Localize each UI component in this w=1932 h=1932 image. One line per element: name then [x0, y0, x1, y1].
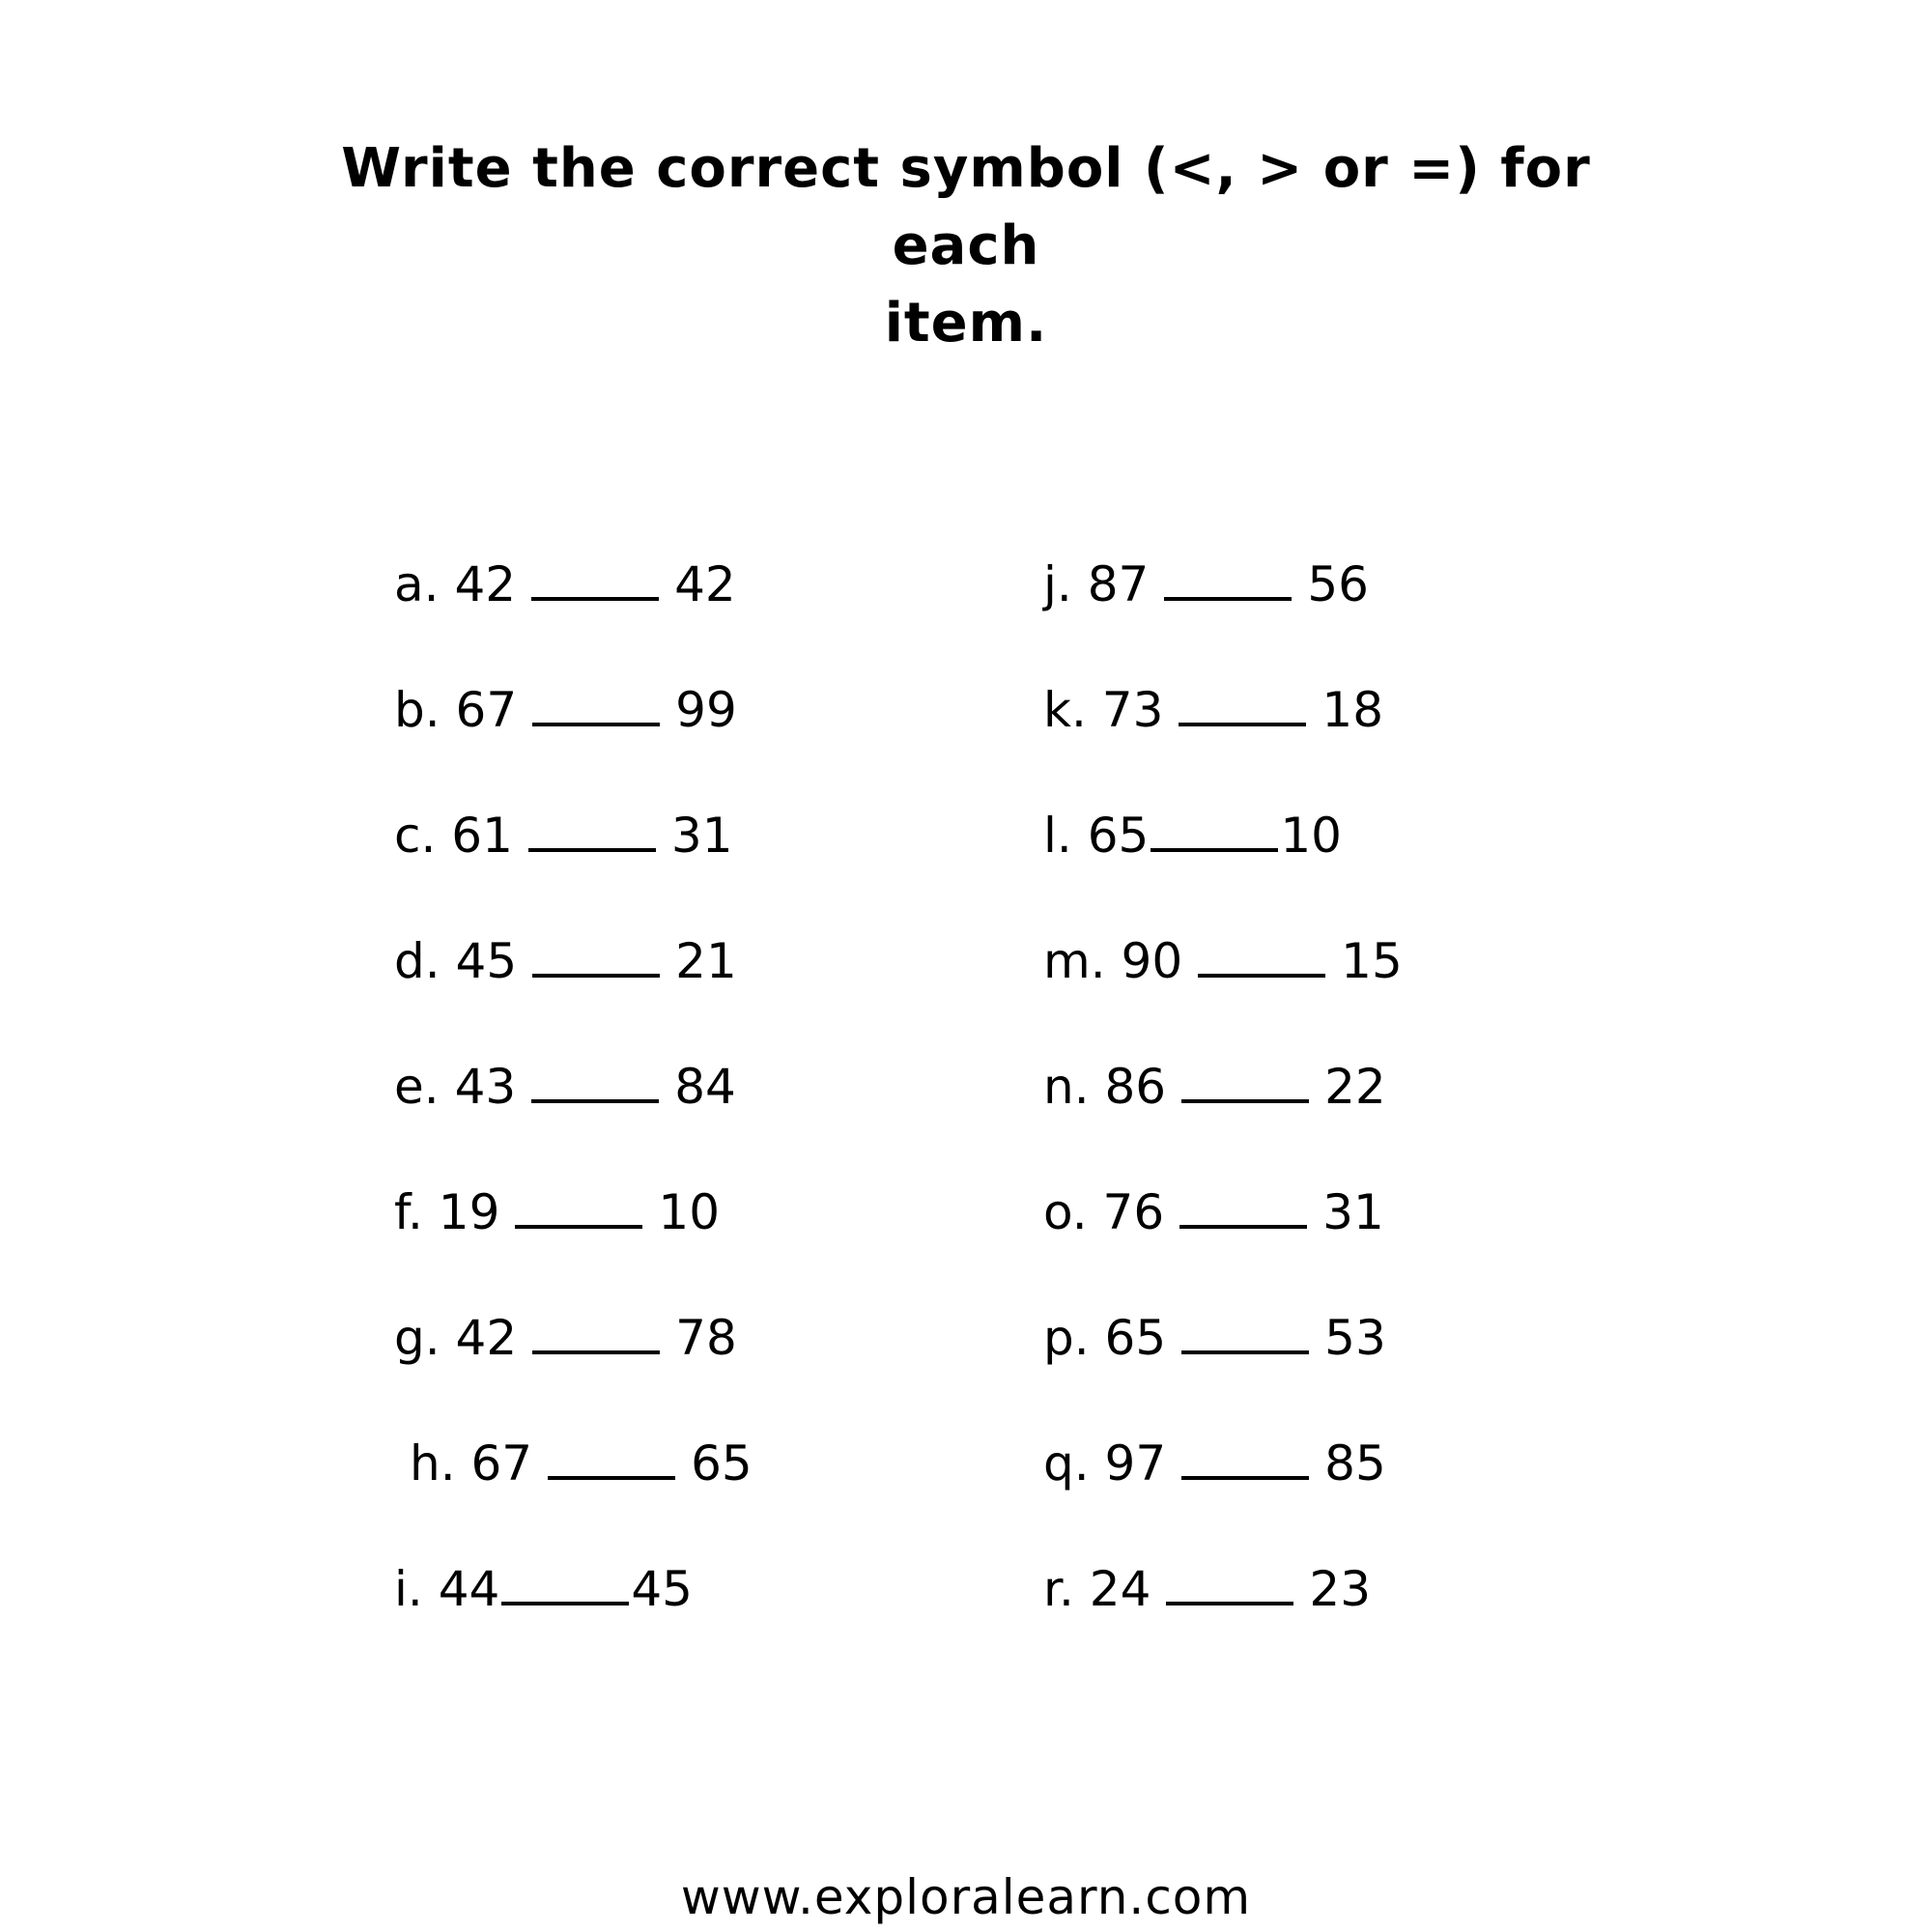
answer-blank[interactable]: [501, 1546, 629, 1605]
left-number: 76: [1102, 1184, 1165, 1240]
comparison-item: [1043, 541, 1403, 667]
right-number: 31: [1322, 1184, 1384, 1240]
item-label: e.: [394, 1059, 440, 1115]
right-number: 42: [674, 556, 736, 612]
answer-blank[interactable]: [515, 1169, 642, 1229]
comparison-item: [1043, 667, 1403, 792]
item-label: g.: [394, 1310, 440, 1366]
title-line-2: item.: [884, 292, 1048, 355]
item-label: k.: [1043, 682, 1087, 738]
answer-blank[interactable]: [1179, 1169, 1307, 1229]
answer-blank[interactable]: [1181, 1420, 1309, 1480]
item-label: n.: [1043, 1059, 1090, 1115]
answer-blank[interactable]: [1164, 541, 1292, 601]
item-label: b.: [394, 682, 440, 738]
item-label: l.: [1043, 808, 1072, 864]
right-number: 22: [1324, 1059, 1386, 1115]
comparison-item: [1043, 1294, 1403, 1420]
answer-blank[interactable]: [532, 667, 660, 726]
comparison-item: [394, 1169, 753, 1294]
comparison-item: [1043, 1546, 1403, 1671]
comparison-item: [1043, 918, 1403, 1043]
item-label: d.: [394, 933, 440, 989]
answer-blank[interactable]: [1179, 667, 1306, 726]
left-number: 43: [454, 1059, 517, 1115]
right-number: 53: [1324, 1310, 1386, 1366]
comparison-item: [1043, 1169, 1403, 1294]
title-line-1: Write the correct symbol (<, > or =) for each: [341, 137, 1591, 277]
answer-blank[interactable]: [1181, 1294, 1309, 1354]
right-number: 99: [675, 682, 737, 738]
website-footer: www.exploralearn.com: [680, 1869, 1252, 1925]
answer-blank[interactable]: [1151, 792, 1278, 852]
answer-blank[interactable]: [531, 1043, 659, 1103]
right-column: [1043, 541, 1403, 1671]
answer-blank[interactable]: [531, 541, 659, 601]
left-number: 90: [1121, 933, 1183, 989]
left-number: 87: [1087, 556, 1150, 612]
right-number: 85: [1324, 1435, 1386, 1492]
item-label: h.: [410, 1435, 456, 1492]
comparison-item: [1043, 1043, 1403, 1169]
left-number: 19: [438, 1184, 500, 1240]
right-number: 45: [631, 1561, 693, 1617]
right-number: 21: [675, 933, 737, 989]
left-column: [394, 541, 753, 1671]
right-number: 84: [674, 1059, 736, 1115]
comparison-item: [394, 918, 753, 1043]
comparison-item: [394, 1043, 753, 1169]
right-number: 56: [1307, 556, 1369, 612]
left-number: 65: [1104, 1310, 1167, 1366]
comparison-item: [394, 792, 753, 918]
item-label: m.: [1043, 933, 1106, 989]
comparison-item: [394, 1546, 753, 1671]
left-number: 86: [1104, 1059, 1167, 1115]
right-number: 15: [1341, 933, 1403, 989]
right-number: 31: [670, 808, 733, 864]
item-label: j.: [1043, 556, 1072, 612]
right-number: 65: [691, 1435, 753, 1492]
left-number: 65: [1087, 808, 1150, 864]
item-label: c.: [394, 808, 437, 864]
left-number: 97: [1104, 1435, 1167, 1492]
answer-blank[interactable]: [528, 792, 656, 852]
item-label: q.: [1043, 1435, 1090, 1492]
left-number: 45: [455, 933, 518, 989]
right-number: 10: [658, 1184, 721, 1240]
item-label: a.: [394, 556, 440, 612]
worksheet-title: [290, 130, 1642, 362]
answer-blank[interactable]: [1181, 1043, 1309, 1103]
left-number: 42: [455, 1310, 518, 1366]
left-number: 61: [451, 808, 513, 864]
comparison-item: [394, 1294, 753, 1420]
left-number: 24: [1089, 1561, 1151, 1617]
comparison-item: [394, 541, 753, 667]
item-label: f.: [394, 1184, 423, 1240]
answer-blank[interactable]: [532, 1294, 660, 1354]
answer-blank[interactable]: [532, 918, 660, 978]
item-label: i.: [394, 1561, 423, 1617]
answer-blank[interactable]: [548, 1420, 675, 1480]
item-label: r.: [1043, 1561, 1074, 1617]
comparison-item: [1043, 1420, 1403, 1546]
comparison-item: [1043, 792, 1403, 918]
left-number: 44: [438, 1561, 500, 1617]
item-label: p.: [1043, 1310, 1090, 1366]
left-number: 67: [455, 682, 518, 738]
right-number: 23: [1309, 1561, 1372, 1617]
left-number: 73: [1101, 682, 1164, 738]
comparison-item: [394, 1420, 753, 1546]
left-number: 42: [454, 556, 517, 612]
answer-blank[interactable]: [1198, 918, 1325, 978]
answer-blank[interactable]: [1166, 1546, 1293, 1605]
item-label: o.: [1043, 1184, 1088, 1240]
right-number: 10: [1280, 808, 1342, 864]
right-number: 78: [675, 1310, 737, 1366]
left-number: 67: [470, 1435, 533, 1492]
right-number: 18: [1321, 682, 1384, 738]
comparison-item: [394, 667, 753, 792]
